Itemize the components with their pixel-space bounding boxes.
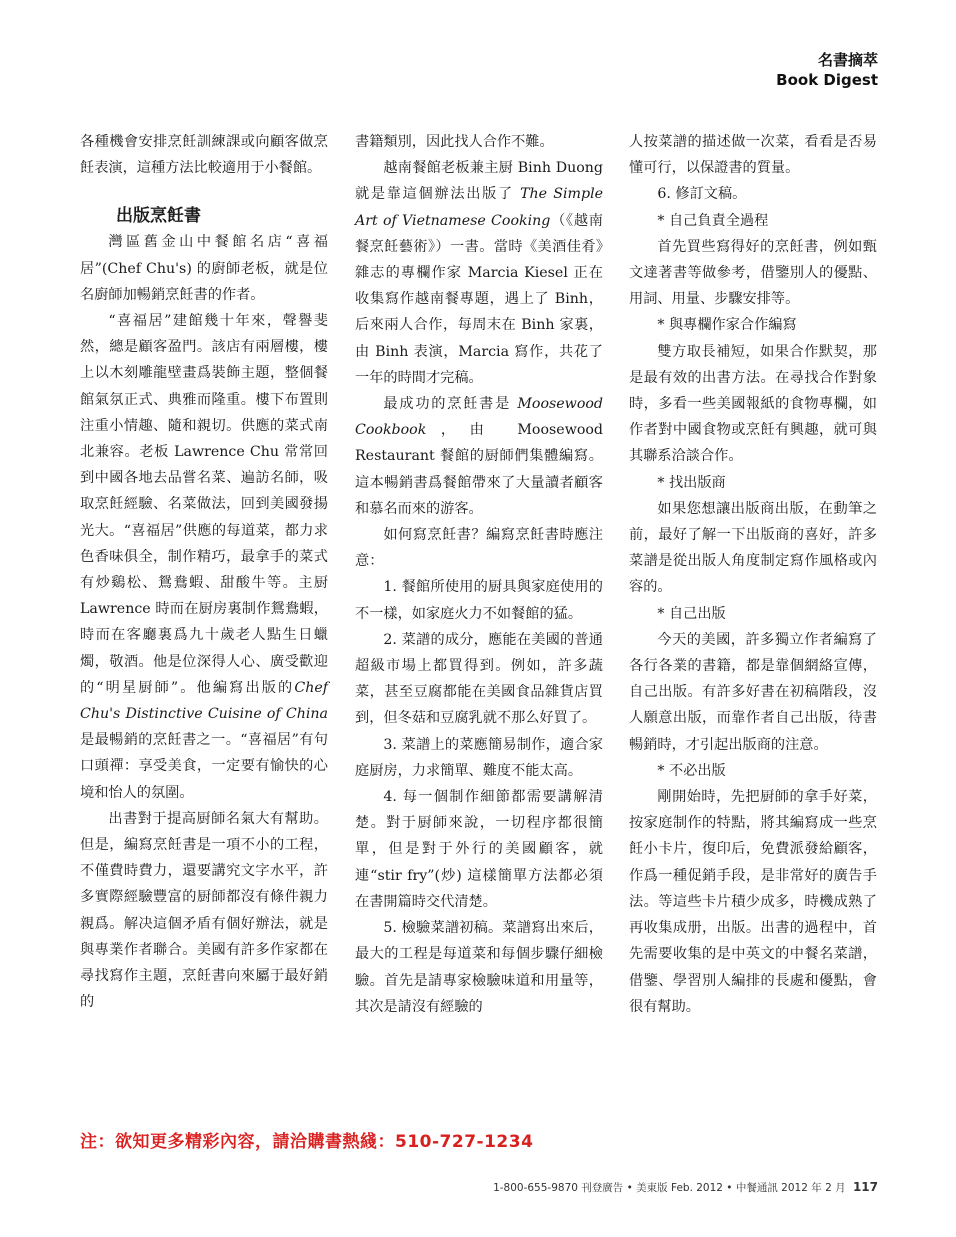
paragraph: 如何寫烹飪書？編寫烹飪書時應注意： xyxy=(355,527,603,570)
article-column-1 xyxy=(80,129,328,1016)
footer-text: 1-800-655-9870 刊登廣告 • 美東版 Feb. 2012 • 中餐通訊 2012 年 2 月 xyxy=(493,1182,846,1194)
paragraph: 雙方取長補短，如果合作默契，那是最有效的出書方法。在尋找合作對象時，多看一些美國報紙的食物專欄，如作者對中國食物或烹飪有興趣，就可與其聯系洽談合作。 xyxy=(629,343,877,465)
paragraph-text: “喜福居”建館幾十年來，聲譽斐然，總是顧客盈門。該店有兩層樓，樓上以木刻雕龍壁畫爲裝飾主題，整個餐館氣氛正式、典雅而隆重。樓下布置則注重小情趣、隨和親切。供應的菜式南北兼容。老板 Lawrence Chu 常常回到中國各地去品嘗名菜、遍訪名師，吸取烹飪經驗、名菜做法，回到美國發揚光大。“喜福居”供應的每道菜，都力求色香味俱全，制作精巧，最拿手的菜式有炒鷄松、鴛鴦蝦、甜酸牛等。主厨 Lawrence 時而在厨房裏制作鴛鴦蝦，時而在客廳裏爲九十歲老人點生日蠟燭，敬酒。他是位深得人心、廣受歡迎的“明星厨師”。他編寫出版的 xyxy=(80,313,328,696)
list-item: 2. 菜譜的成分，應能在美國的普通超級市場上都買得到。例如，許多蔬菜，甚至豆腐都能在美國食品雜貨店買到，但冬菇和豆腐乳就不那么好買了。 xyxy=(355,631,603,727)
order-hotline-note: 注：欲知更多精彩內容，請洽購書熱綫：510-727-1234 xyxy=(80,1132,534,1152)
paragraph: 如果您想讓出版商出版，在動筆之前，最好了解一下出版商的喜好，許多菜譜是從出版人角度制定寫作風格或內容的。 xyxy=(629,500,877,596)
paragraph-text: （《越南餐烹飪藝術》）一書。當時《美酒佳肴》雜志的專欄作家 Marcia Kiesel 正在收集寫作越南餐專題，遇上了 Binh，后來兩人合作，每周末在 Binh 家裏，由 Binh 表演，Marcia 寫作，共花了一年的時間才完稿。 xyxy=(355,212,603,386)
page-footer xyxy=(493,1180,878,1195)
paragraph xyxy=(355,155,603,391)
list-item: 6. 修訂文稿。 xyxy=(657,186,747,203)
paragraph: 首先買些寫得好的烹飪書，例如甄文達著書等做參考，借鑒別人的優點、用詞、用量、步驟安排等。 xyxy=(629,238,877,308)
subheading: * 找出版商 xyxy=(657,474,726,491)
subheading: * 自己出版 xyxy=(657,605,726,622)
article-column-3 xyxy=(629,129,877,1020)
paragraph: 書籍類別，因此找人合作不難。 xyxy=(355,134,554,150)
paragraph: 灣區舊金山中餐館名店“喜福居”(Chef Chu's) 的廚師老板，就是位名廚師加暢銷烹飪書的作者。 xyxy=(80,234,328,303)
page-number: 117 xyxy=(852,1180,878,1194)
list-item: 5. 檢驗菜譜初稿。菜譜寫出來后，最大的工程是每道菜和每個步驟仔細檢驗。首先是請專家檢驗味道和用量等，其次是請沒有經驗的 xyxy=(355,920,603,1015)
paragraph-text: 最成功的烹飪書是 xyxy=(383,396,518,413)
paragraph-text: ，由 Moosewood Restaurant 餐館的厨師們集體編寫。這本暢銷書爲餐館帶來了大量讀者顧客和慕名而來的游客。 xyxy=(355,422,603,517)
paragraph xyxy=(355,391,603,522)
section-heading: 出版烹飪書 xyxy=(116,206,201,227)
article-column-2 xyxy=(355,129,603,1020)
paragraph-text: 越南餐館老板兼主厨 Binh Duong 就是靠這個辦法出版了 xyxy=(355,160,603,203)
paragraph: 今天的美國，許多獨立作者編寫了各行各業的書籍，都是靠個網絡宣傳，自己出版。有許多好書在初稿階段，沒人願意出版，而靠作者自己出版，待書暢銷時，才引起出版商的注意。 xyxy=(629,631,877,753)
paragraph-text: 是最暢銷的烹飪書之一。“喜福居”有句口頭禪：享受美食，一定要有愉快的心境和怡人的氛圍。 xyxy=(80,732,328,801)
book-title: Chef Chu's Distinctive Cuisine of China xyxy=(80,679,328,723)
section-title-en: Book Digest xyxy=(776,71,878,89)
subheading: * 自己負責全過程 xyxy=(657,212,769,229)
section-title-zh: 名書摘萃 xyxy=(817,51,878,69)
paragraph xyxy=(80,308,328,806)
list-item: 1. 餐館所使用的厨具與家庭使用的不一樣，如家庭火力不如餐館的猛。 xyxy=(355,579,603,622)
list-item: 3. 菜譜上的菜應簡易制作，適合家庭厨房，力求簡單、難度不能太高。 xyxy=(355,736,603,779)
section-header xyxy=(776,50,878,90)
paragraph: 剛開始時，先把厨師的拿手好菜，按家庭制作的特點，將其編寫成一些烹飪小卡片，復印后，免費派發給顧客，作爲一種促銷手段，是非常好的廣告手法。等這些卡片積少成多，時機成熟了再收集成册，出版。出書的過程中，首先需要收集的是中英文的中餐名菜譜，借鑒、學習別人編排的長處和優點，會很有幫助。 xyxy=(629,789,877,1015)
paragraph: 人按菜譜的描述做一次菜，看看是否易懂可行，以保證書的質量。 xyxy=(629,134,877,177)
paragraph: 出書對于提高厨師名氣大有幫助。但是，編寫烹飪書是一項不小的工程，不僅費時費力，還要講究文字水平，許多實際經驗豐富的厨師都沒有條件親力親爲。解决這個矛盾有個好辦法，就是與專業作者聯合。美國有許多作家都在尋找寫作主題，烹飪書向來屬于最好銷的 xyxy=(80,810,328,1011)
list-item: 4. 每一個制作細節都需要講解清楚。對于厨師來說，一切程序都很簡單，但是對于外行的美國顧客，就連“stir fry”(炒) 這樣簡單方法都必須在書開篇時交代清楚。 xyxy=(355,789,603,910)
subheading: * 不必出版 xyxy=(657,762,726,779)
subheading: * 與專欄作家合作編寫 xyxy=(657,317,797,334)
paragraph: 各種機會安排烹飪訓練課或向顧客做烹飪表演，這種方法比較適用于小餐館。 xyxy=(80,134,328,177)
book-title: The Simple Art of Vietnamese Cooking xyxy=(355,186,604,229)
book-title: Moosewood Cookbook xyxy=(355,396,603,439)
